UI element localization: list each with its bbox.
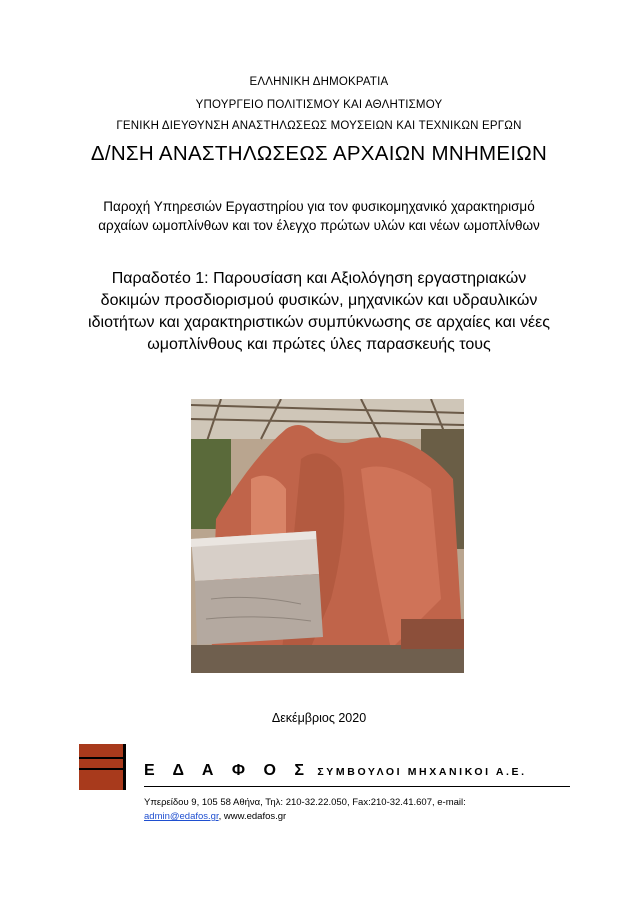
page-title: Δ/ΝΣΗ ΑΝΑΣΤΗΛΩΣΕΩΣ ΑΡΧΑΙΩΝ ΜΝΗΜΕΙΩΝ (90, 142, 548, 165)
company-address: Υπερείδου 9, 105 58 Αθήνα, Τηλ: 210-32.22.050, Fax:210-32.41.607, e-mail: (144, 797, 466, 808)
company-divider (144, 786, 570, 787)
header-line-3: ΓΕΝΙΚΗ ΔΙΕΥΘΥΝΣΗ ΑΝΑΣΤΗΛΩΣΕΩΣ ΜΟΥΣΕΙΩΝ ΚΑΙ ΤΕΧΝΙΚΩΝ ΕΡΓΩΝ (116, 120, 522, 131)
website: www.edafos.gr (223, 811, 287, 822)
subtitle-line: αρχαίων ωμοπλίνθων και τον έλεγχο πρώτων υλών και νέων ωμοπλίνθων (98, 218, 540, 233)
email-link[interactable]: admin@edafos.gr (144, 811, 219, 822)
header-line-2: ΥΠΟΥΡΓΕΙΟ ΠΟΛΙΤΙΣΜΟΥ ΚΑΙ ΑΘΛΗΤΙΣΜΟΥ (195, 99, 443, 111)
deliverable-line: ιδιοτήτων και χαρακτηριστικών συμπύκνωσης σε αρχαίες και νέες (88, 314, 550, 331)
subtitle-line: Παροχή Υπηρεσιών Εργαστηρίου για τον φυσικομηχανικό χαρακτηρισμό (103, 199, 535, 214)
edafos-logo-icon (79, 744, 126, 790)
document-date: Δεκέμβριος 2020 (271, 711, 367, 725)
deliverable-line: δοκιμών προσδιορισμού φυσικών, μηχανικών και υδραυλικών (100, 292, 538, 309)
cover-photo-mudbrick-ruins (191, 399, 464, 673)
company-address-block (144, 796, 466, 824)
company-descriptor: ΣΥΜΒΟΥΛΟΙ ΜΗΧΑΝΙΚΟΙ Α.Ε. (317, 766, 527, 778)
company-name (144, 762, 527, 780)
company-brand: Ε Δ Α Φ Ο Σ (144, 762, 311, 779)
deliverable-line: ωμοπλίνθους και πρώτες ύλες παρασκευής τους (147, 336, 491, 353)
header-line-1: ΕΛΛΗΝΙΚΗ ΔΗΜΟΚΡΑΤΙΑ (249, 76, 389, 88)
deliverable-line: Παραδοτέο 1: Παρουσίαση και Αξιολόγηση εργαστηριακών (111, 270, 527, 287)
project-subtitle (0, 197, 638, 235)
deliverable-title (0, 268, 638, 356)
separator: , (218, 811, 224, 822)
company-contact-line (144, 810, 466, 824)
